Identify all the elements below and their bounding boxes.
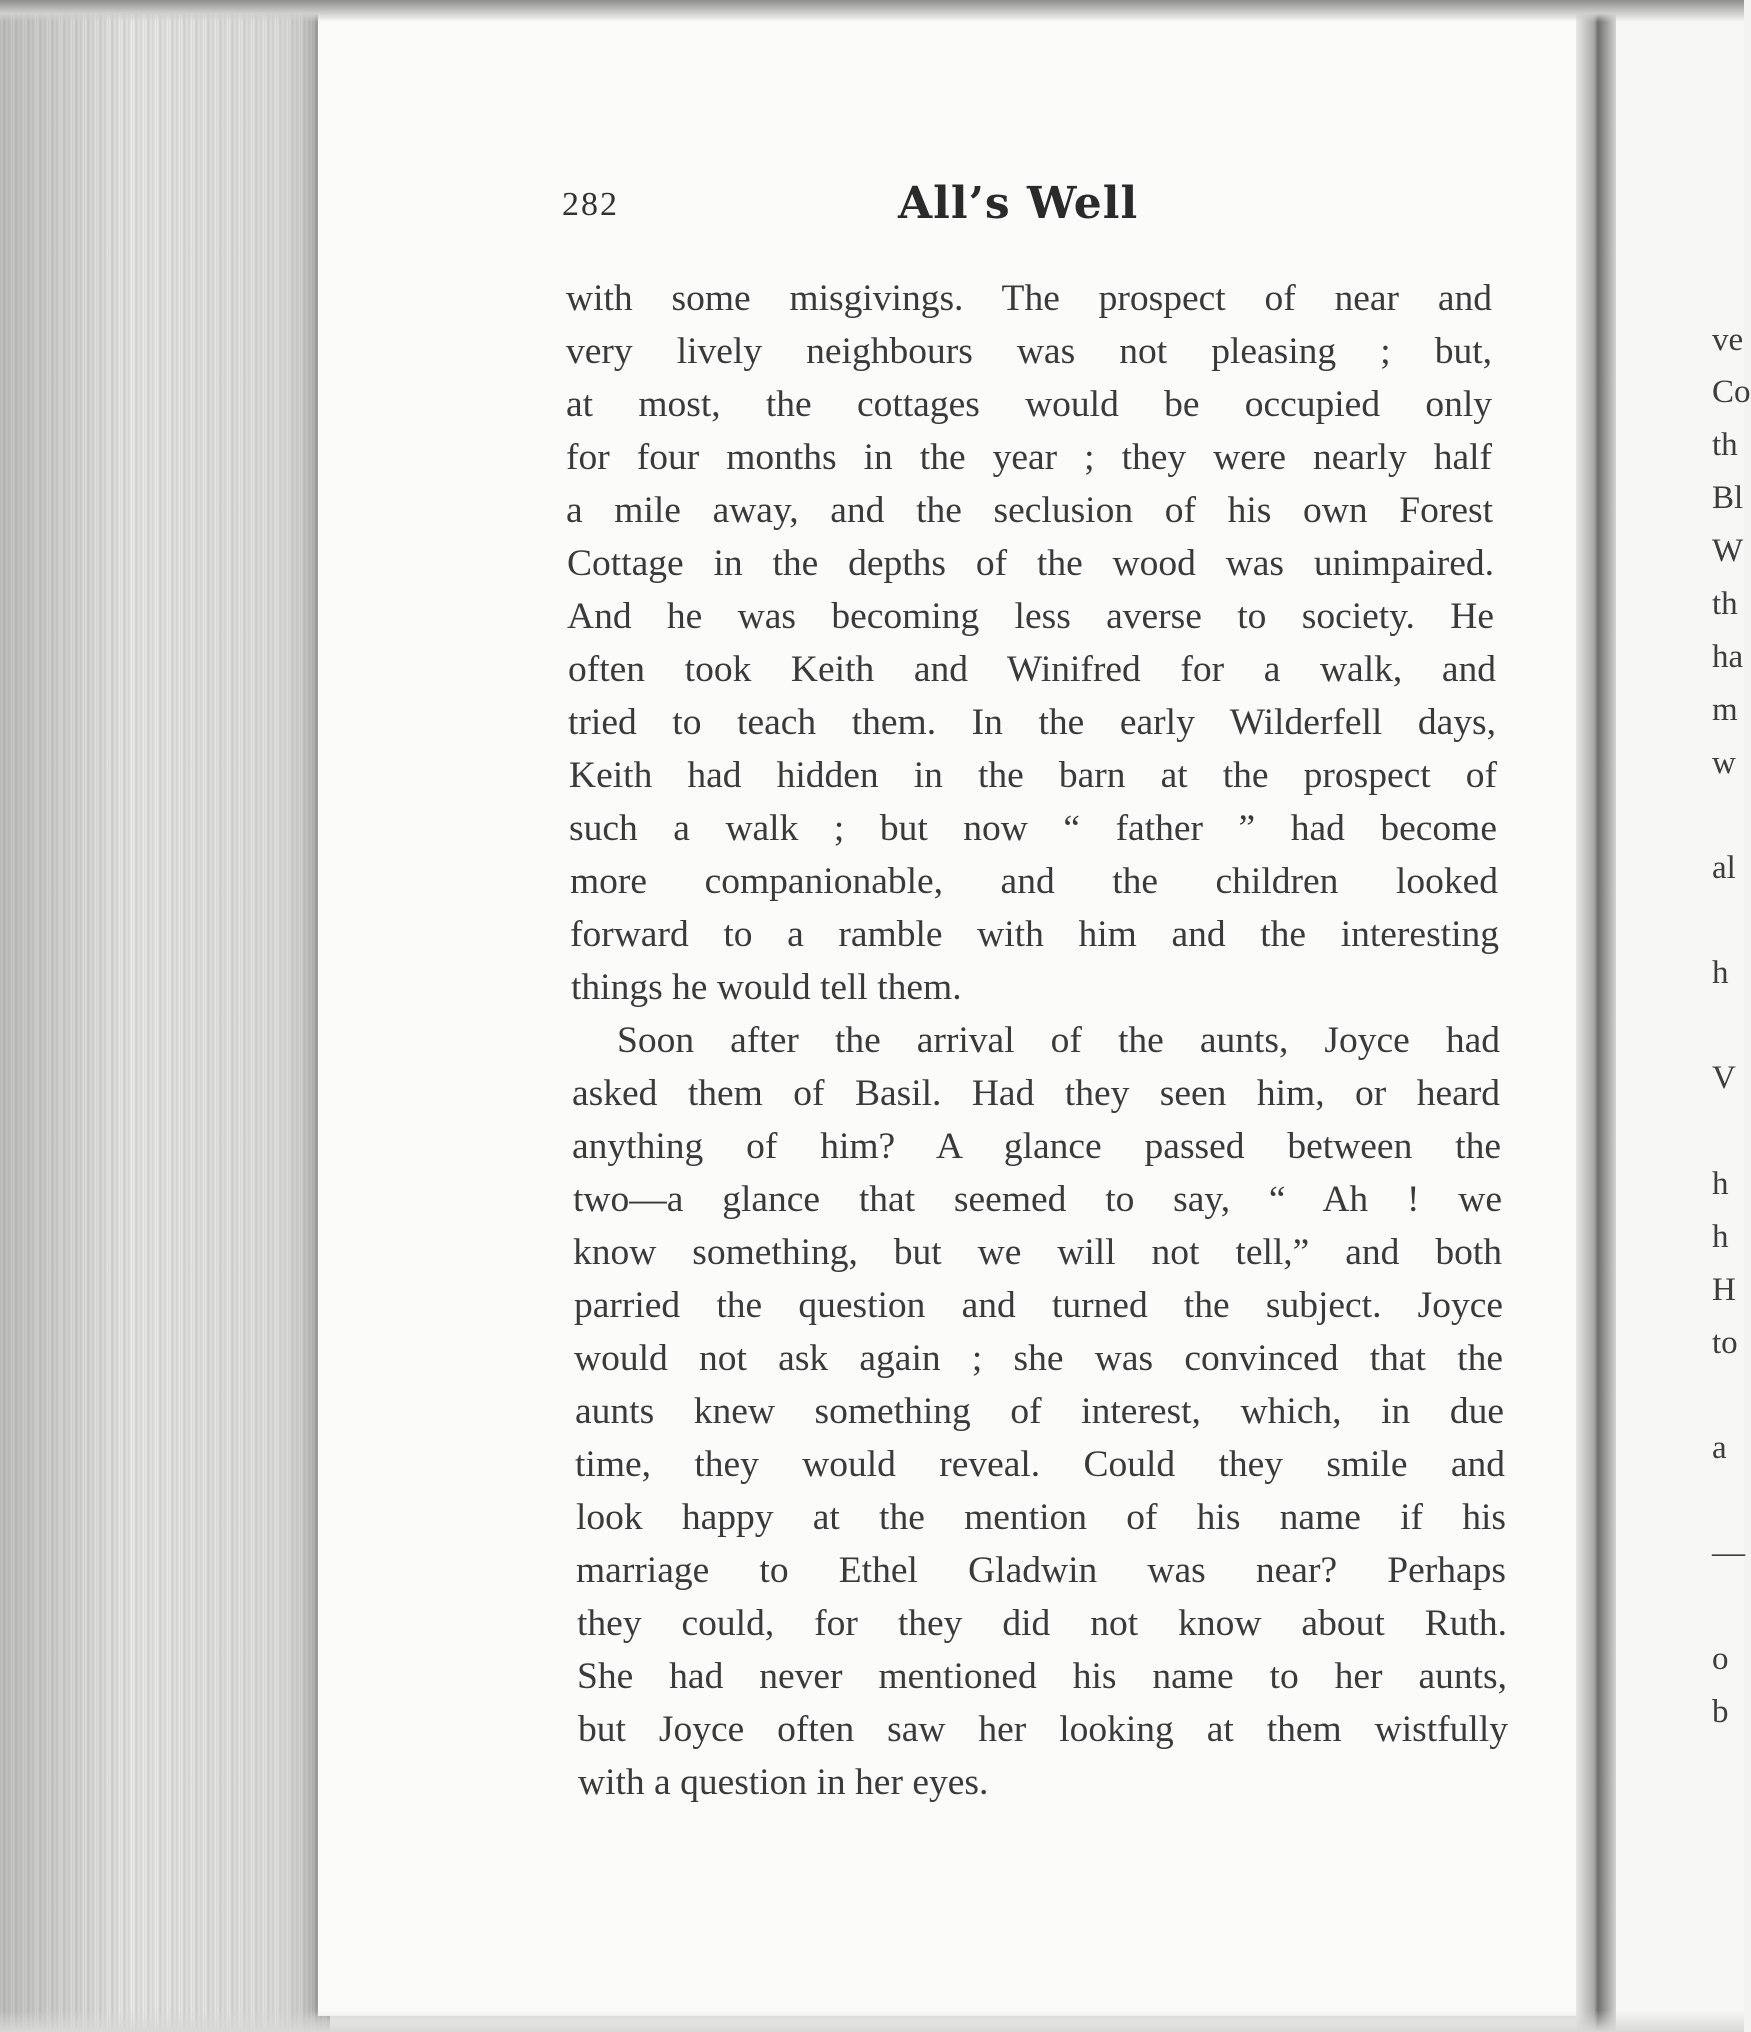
body-line: two—a glance that seemed to say, “ Ah ! we [573, 1179, 1502, 1220]
facing-fragment: h [1712, 1166, 1729, 1202]
facing-fragment: to [1712, 1325, 1738, 1361]
body-line: Soon after the arrival of the aunts, Joyce had [617, 1020, 1500, 1061]
body-line: forward to a ramble with him and the interesting [570, 914, 1499, 955]
facing-fragment: b [1712, 1694, 1729, 1730]
body-line: tried to teach them. In the early Wilderfell days, [568, 702, 1496, 743]
body-line: such a walk ; but now “ father ” had become [569, 808, 1497, 849]
body-line: marriage to Ethel Gladwin was near? Perhaps [576, 1550, 1506, 1591]
facing-fragment: th [1712, 427, 1738, 463]
body-line: And he was becoming less averse to society. He [567, 596, 1494, 637]
running-title: All’s Well [898, 178, 1139, 229]
facing-fragment: o [1712, 1641, 1729, 1677]
book-gutter [1576, 0, 1616, 2032]
body-line: at most, the cottages would be occupied only [566, 384, 1492, 425]
body-line: Keith had hidden in the barn at the prospect of [569, 755, 1497, 796]
body-line: with some misgivings. The prospect of near and [566, 278, 1492, 319]
body-line: for four months in the year ; they were nearly half [566, 437, 1492, 478]
facing-fragment: ha [1712, 639, 1744, 675]
body-line: they could, for they did not know about Ruth. [577, 1603, 1507, 1644]
facing-fragment: — [1712, 1535, 1745, 1571]
body-line: more companionable, and the children looked [570, 861, 1498, 902]
body-line: with a question in her eyes. [578, 1762, 989, 1803]
body-line: anything of him? A glance passed between the [572, 1126, 1501, 1167]
page-number: 282 [562, 186, 619, 223]
body-line: would not ask again ; she was convinced that the [574, 1338, 1503, 1379]
body-line: often took Keith and Winifred for a walk, and [568, 649, 1496, 690]
body-line: look happy at the mention of his name if his [576, 1497, 1506, 1538]
facing-fragment: Co [1712, 374, 1751, 410]
facing-fragment: Bl [1712, 480, 1744, 516]
facing-fragment: ve [1712, 322, 1744, 358]
facing-fragment: a [1712, 1430, 1727, 1466]
body-line: aunts knew something of interest, which, in due [575, 1391, 1504, 1432]
facing-page [1616, 0, 1751, 2032]
body-line: very lively neighbours was not pleasing ; but, [566, 331, 1492, 372]
page-edges-shading [0, 0, 330, 2032]
facing-fragment: m [1712, 692, 1738, 728]
bottom-shadow [0, 2010, 1744, 2032]
top-shadow [0, 0, 1744, 22]
body-line: things he would tell them. [571, 967, 962, 1008]
body-line: Cottage in the depths of the wood was unimpaired. [567, 543, 1494, 584]
facing-fragment: H [1712, 1272, 1736, 1308]
body-line: a mile away, and the seclusion of his own Forest [566, 490, 1493, 531]
facing-fragment: h [1712, 1219, 1729, 1255]
facing-fragment: al [1712, 850, 1736, 886]
body-line: parried the question and turned the subject. Joyce [574, 1285, 1503, 1326]
body-line: know something, but we will not tell,” and both [573, 1232, 1502, 1273]
facing-fragment: W [1712, 533, 1744, 569]
facing-fragment: th [1712, 586, 1738, 622]
facing-fragment: h [1712, 955, 1729, 991]
facing-fragment: w [1712, 745, 1736, 781]
body-line: asked them of Basil. Had they seen him, or heard [572, 1073, 1500, 1114]
body-line: but Joyce often saw her looking at them wistfully [578, 1709, 1508, 1750]
body-line: She had never mentioned his name to her aunts, [577, 1656, 1507, 1697]
facing-fragment: V [1712, 1060, 1736, 1096]
body-line: time, they would reveal. Could they smile and [575, 1444, 1505, 1485]
